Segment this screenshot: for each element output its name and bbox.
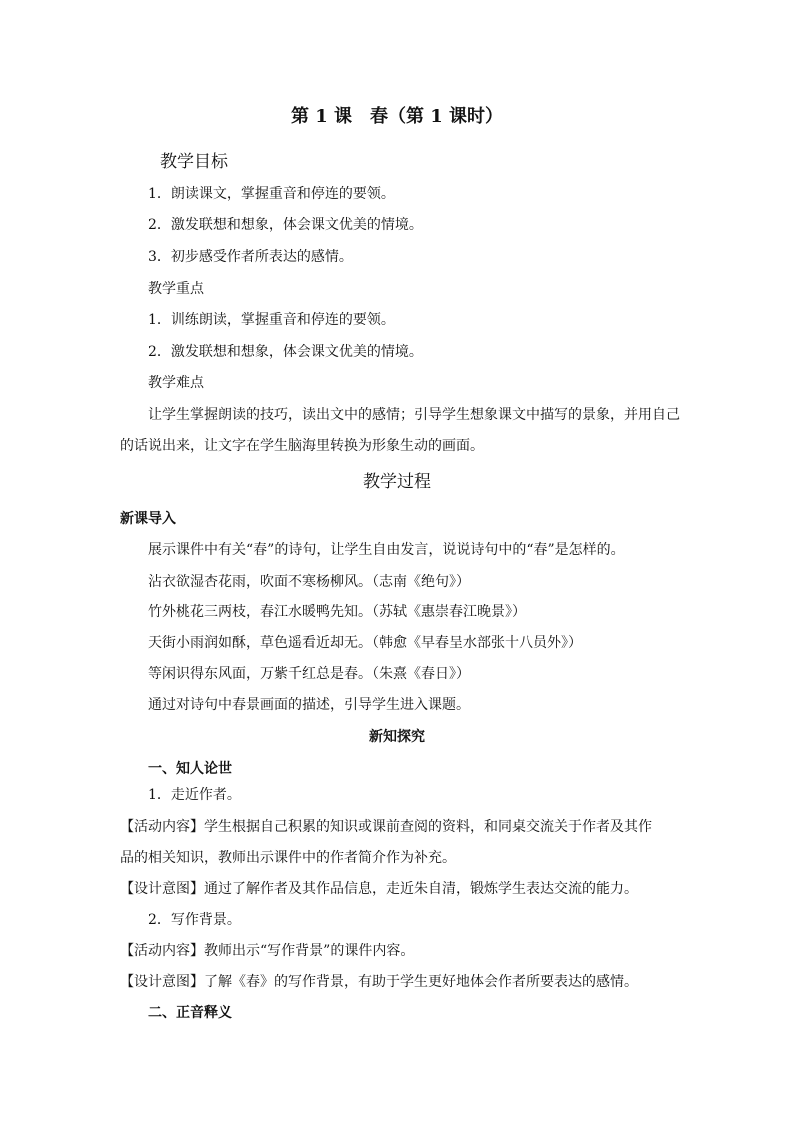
- activity-text: 【活动内容】学生根据自己积累的知识或课前查阅的资料，和同桌交流关于作者及其作: [120, 819, 652, 835]
- objective-item: 1．朗读课文，掌握重音和停连的要领。: [148, 186, 395, 202]
- intro-line: 通过对诗句中春景画面的描述，引导学生进入课题。: [148, 697, 470, 713]
- explore-heading: 新知探究: [369, 729, 425, 745]
- objectives-heading: 教学目标: [160, 152, 228, 172]
- difficulties-heading: 教学难点: [148, 375, 204, 391]
- design-text: 【设计意图】了解《春》的写作背景，有助于学生更好地体会作者所要表达的感情。: [120, 974, 638, 990]
- intro-line: 展示课件中有关“春”的诗句，让学生自由发言，说说诗句中的“春”是怎样的。: [148, 542, 625, 558]
- key-point-item: 1．训练朗读，掌握重音和停连的要领。: [148, 312, 395, 328]
- intro-heading: 新课导入: [120, 511, 176, 527]
- process-heading: 教学过程: [363, 472, 431, 492]
- sub-item: 2．写作背景。: [148, 912, 241, 928]
- intro-line: 竹外桃花三两枝，春江水暖鸭先知。（苏轼《惠崇春江晚景》）: [148, 604, 526, 620]
- activity-text: 【活动内容】教师出示“写作背景”的课件内容。: [120, 943, 415, 959]
- design-text: 【设计意图】通过了解作者及其作品信息，走近朱自清，锻炼学生表达交流的能力。: [120, 881, 638, 897]
- section-heading: 二、正音释义: [148, 1005, 232, 1021]
- page-title: 第 1 课 春（第 1 课时）: [290, 106, 504, 127]
- key-point-item: 2．激发联想和想象，体会课文优美的情境。: [148, 344, 423, 360]
- section-heading: 一、知人论世: [148, 761, 232, 777]
- intro-line: 天街小雨润如酥，草色遥看近却无。（韩愈《早春呈水部张十八员外》）: [148, 635, 582, 651]
- objective-item: 2．激发联想和想象，体会课文优美的情境。: [148, 217, 423, 233]
- difficulties-text: 让学生掌握朗读的技巧，读出文中的感情；引导学生想象课文中描写的景象，并用自己: [148, 407, 680, 423]
- key-points-heading: 教学重点: [148, 281, 204, 297]
- intro-line: 沾衣欲湿杏花雨，吹面不寒杨柳风。（志南《绝句》）: [148, 574, 470, 590]
- sub-item: 1．走近作者。: [148, 787, 241, 803]
- intro-line: 等闲识得东风面，万紫千红总是春。（朱熹《春日》）: [148, 666, 470, 682]
- objective-item: 3．初步感受作者所表达的感情。: [148, 249, 353, 265]
- difficulties-text: 的话说出来，让文字在学生脑海里转换为形象生动的画面。: [120, 438, 484, 454]
- activity-text: 品的相关知识，教师出示课件中的作者简介作为补充。: [120, 850, 456, 866]
